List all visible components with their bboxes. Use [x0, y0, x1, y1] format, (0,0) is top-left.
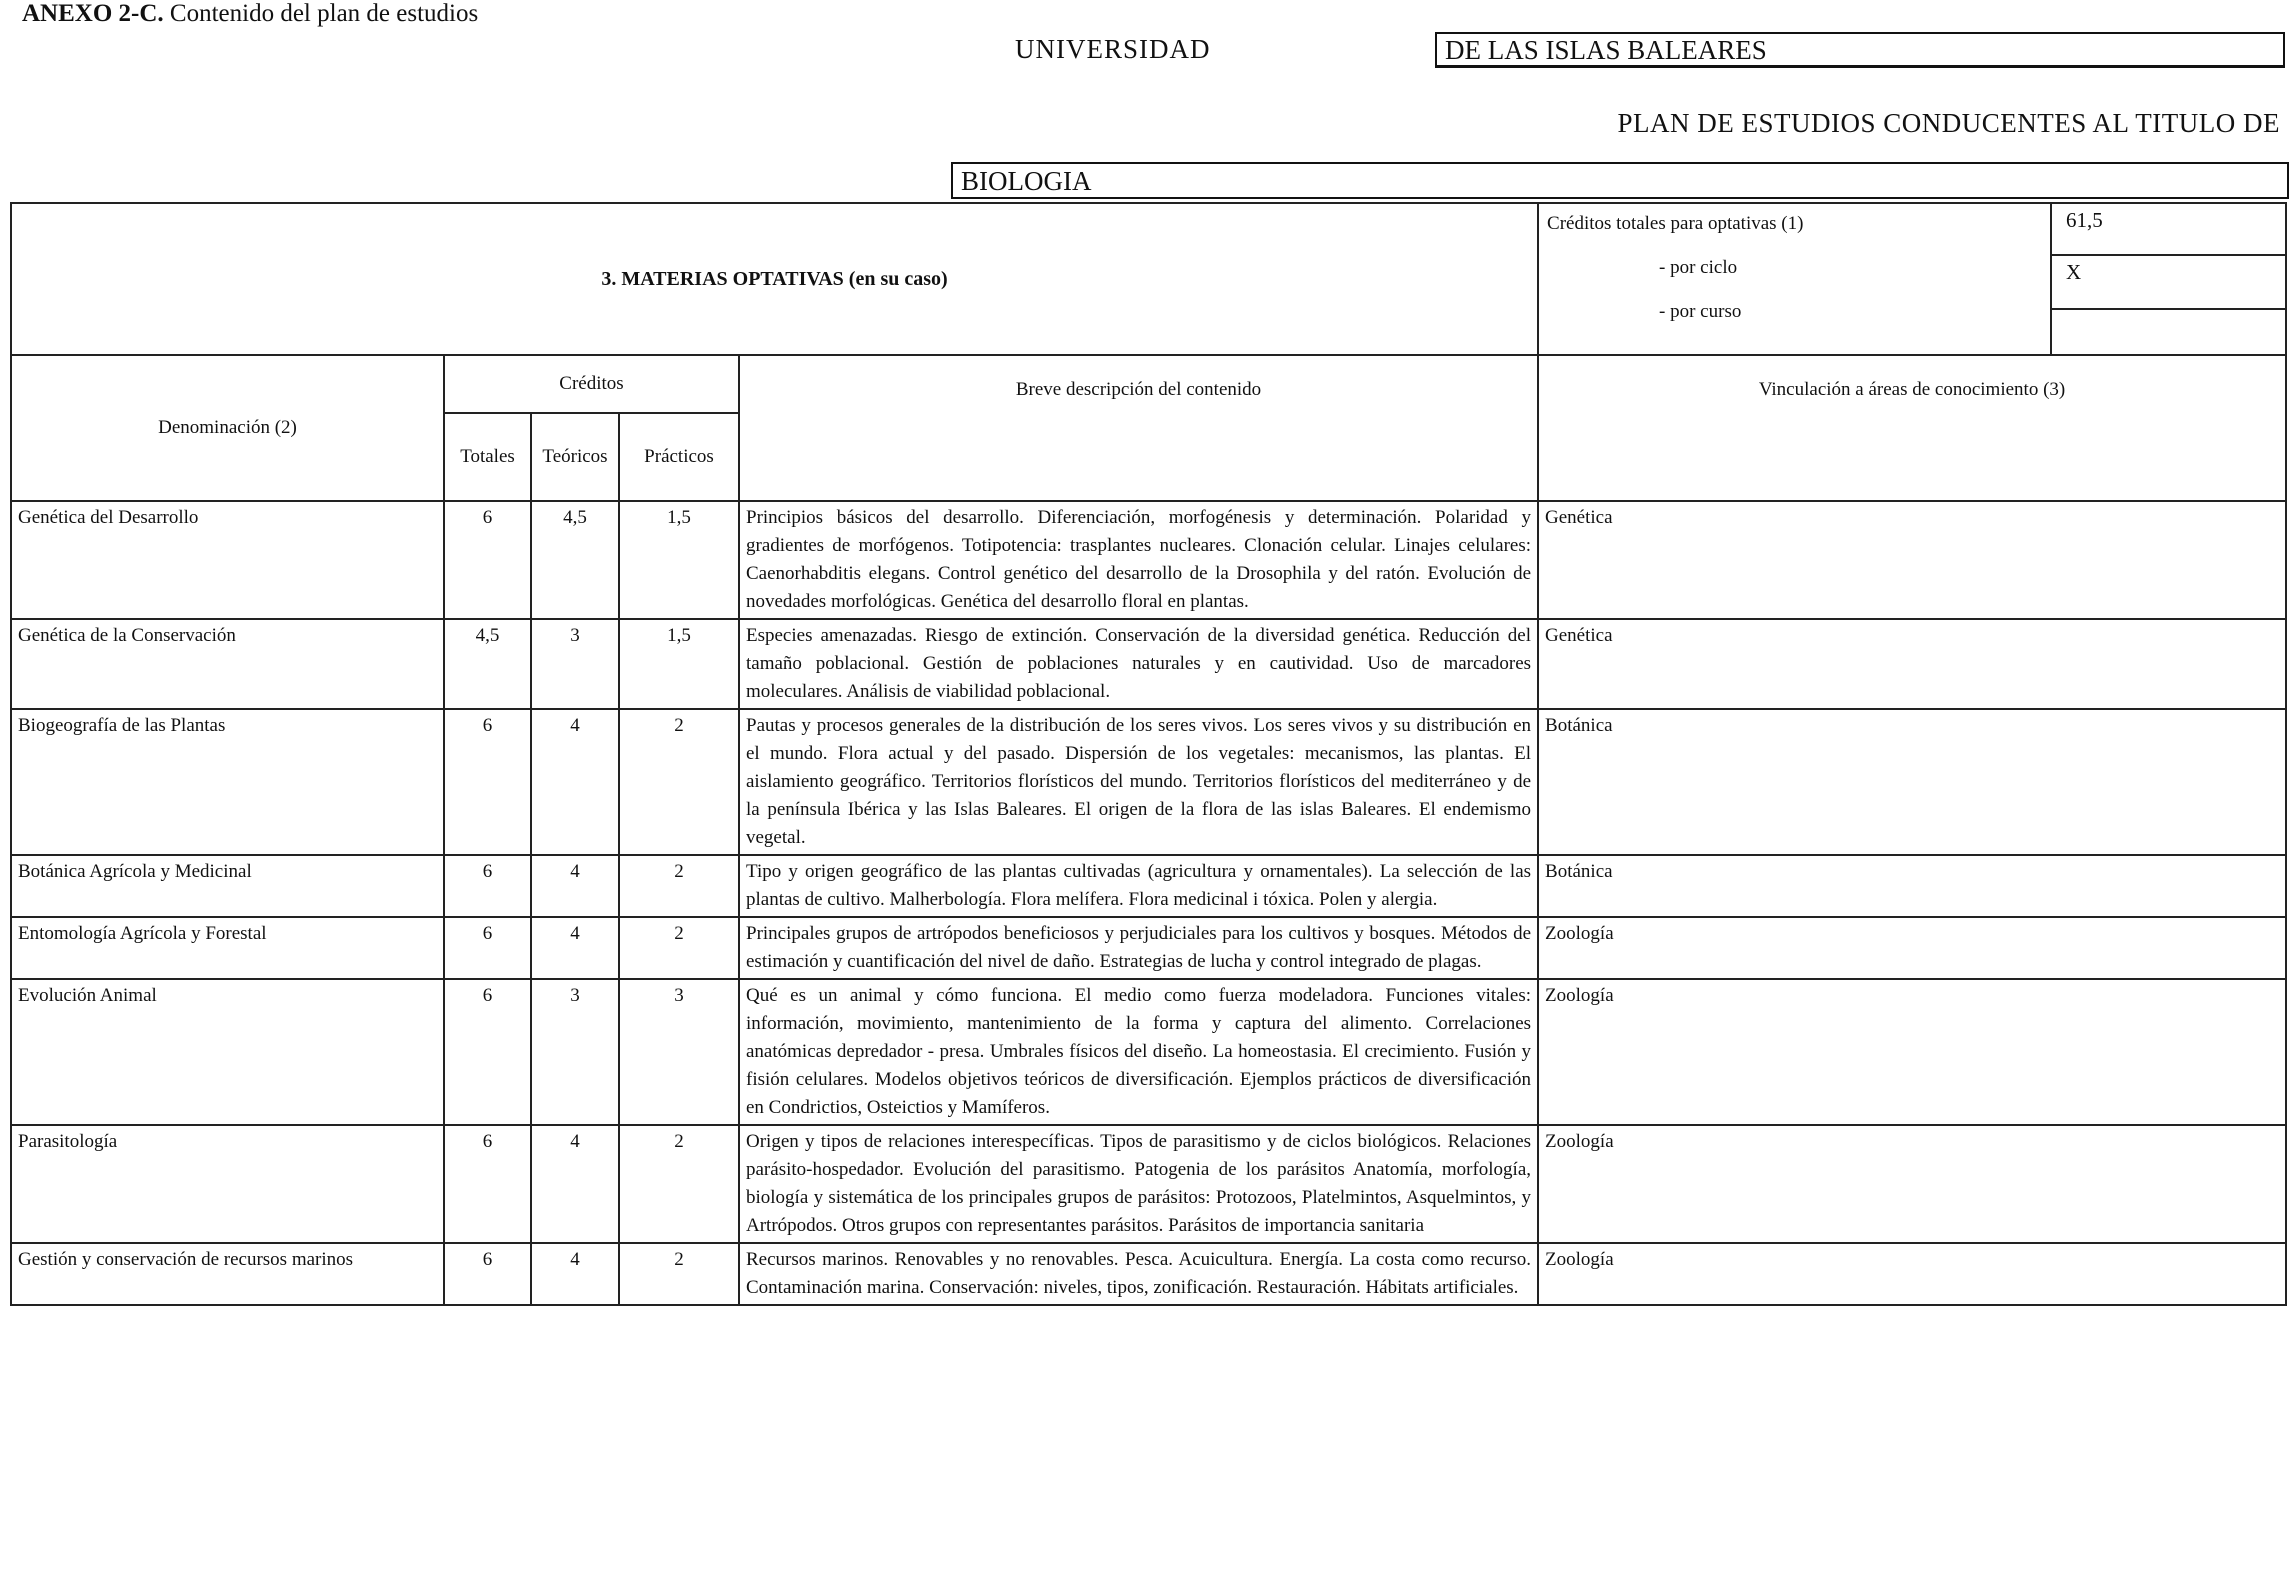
table-row [11, 917, 2286, 979]
credits-total: 4,5 [444, 619, 531, 709]
credits-theory: 3 [531, 979, 619, 1125]
subject-name: Evolución Animal [11, 979, 444, 1125]
table-row [11, 709, 2286, 855]
credits-practice: 2 [619, 1243, 739, 1305]
subject-name: Entomología Agrícola y Forestal [11, 917, 444, 979]
credits-total: 6 [444, 1125, 531, 1243]
credits-total: 6 [444, 917, 531, 979]
col-theory-header: Teóricos [531, 413, 619, 501]
credits-total: 6 [444, 501, 531, 619]
subject-name: Parasitología [11, 1125, 444, 1243]
credits-practice: 1,5 [619, 619, 739, 709]
plan-title: PLAN DE ESTUDIOS CONDUCENTES AL TITULO DE [1617, 108, 2280, 138]
credits-labels [1538, 203, 2051, 355]
annex-label: ANEXO 2-C. [22, 0, 164, 27]
knowledge-area: Zoología [1538, 979, 2286, 1125]
knowledge-area: Botánica [1538, 709, 2286, 855]
credits-practice: 1,5 [619, 501, 739, 619]
knowledge-area: Zoología [1538, 1125, 2286, 1243]
credits-total: 6 [444, 855, 531, 917]
credits-practice: 2 [619, 709, 739, 855]
credits-theory: 4 [531, 855, 619, 917]
knowledge-area: Botánica [1538, 855, 2286, 917]
credits-total: 6 [444, 709, 531, 855]
knowledge-area: Zoología [1538, 917, 2286, 979]
section-title: 3. MATERIAS OPTATIVAS (en su caso) [11, 203, 1538, 355]
per-cycle-value: X [2052, 256, 2285, 310]
knowledge-area: Genética [1538, 501, 2286, 619]
subject-description: Pautas y procesos generales de la distribución de los seres vivos. Los seres vivos y su distribución en el mundo. Flora actual y del pasado. Dispersión de los vegetales: mecanismos, las plantas. El aislamiento geográfico. Territorios florísticos del mundo. Territorios florísticos del mediterráneo y de la península Ibérica y las Islas Baleares. El origen de la flora de las islas Baleares. El endemismo vegetal. [739, 709, 1538, 855]
per-cycle-label: - por ciclo [1659, 257, 1738, 278]
col-name-header: Denominación (2) [11, 355, 444, 501]
credits-theory: 3 [531, 619, 619, 709]
subject-name: Botánica Agrícola y Medicinal [11, 855, 444, 917]
credits-theory: 4 [531, 1125, 619, 1243]
table-row [11, 855, 2286, 917]
table-row [11, 501, 2286, 619]
subject-description: Especies amenazadas. Riesgo de extinción. Conservación de la diversidad genética. Reducción del tamaño poblacional. Gestión de poblaciones naturales y en cautividad. Uso de marcadores moleculares. Análisis de viabilidad poblacional. [739, 619, 1538, 709]
credits-total-label: Créditos totales para optativas (1) [1547, 213, 1804, 234]
subject-description: Principios básicos del desarrollo. Diferenciación, morfogénesis y determinación. Polaridad y gradientes de morfógenos. Totipotencia: trasplantes nucleares. Clonación celular. Linajes celulares: Caenorhabditis elegans. Control genético del desarrollo de la Drosophila y del ratón. Evolución de novedades morfológicas. Genética del desarrollo floral en plantas. [739, 501, 1538, 619]
credits-practice: 2 [619, 917, 739, 979]
subject-description: Origen y tipos de relaciones interespecíficas. Tipos de parasitismo y de ciclos biológicos. Relaciones parásito-hospedador. Evolución del parasitismo. Patogenia de los parásitos Anatomía, morfología, biología y sistemática de los principales grupos de parásitos: Protozoos, Platelmintos, Asquelmintos, y Artrópodos. Otros grupos con representantes parásitos. Parásitos de importancia sanitaria [739, 1125, 1538, 1243]
credits-theory: 4 [531, 1243, 619, 1305]
annex-subtitle: Contenido del plan de estudios [163, 0, 479, 27]
table-row [11, 619, 2286, 709]
subject-description: Recursos marinos. Renovables y no renovables. Pesca. Acuicultura. Energía. La costa como recurso. Contaminación marina. Conservación: niveles, tipos, zonificación. Restauración. Hábitats artificiales. [739, 1243, 1538, 1305]
knowledge-area: Genética [1538, 619, 2286, 709]
col-credits-header: Créditos [444, 355, 739, 413]
table-row [11, 1125, 2286, 1243]
subject-name: Genética de la Conservación [11, 619, 444, 709]
university-name: DE LAS ISLAS BALEARES [1435, 32, 2285, 68]
degree-name: BIOLOGIA [951, 162, 2289, 199]
subject-description: Tipo y origen geográfico de las plantas cultivadas (agricultura y ornamentales). La selección de las plantas de cultivo. Malherbología. Flora melífera. Flora medicinal i tóxica. Polen y alergia. [739, 855, 1538, 917]
credits-theory: 4 [531, 709, 619, 855]
per-course-value [2052, 310, 2285, 354]
subject-rows [11, 501, 2286, 1305]
credits-values [2051, 203, 2286, 355]
col-totals-header: Totales [444, 413, 531, 501]
subject-name: Genética del Desarrollo [11, 501, 444, 619]
credits-theory: 4 [531, 917, 619, 979]
table-row [11, 1243, 2286, 1305]
subject-description: Qué es un animal y cómo funciona. El medio como fuerza modeladora. Funciones vitales: información, movimiento, mantenimiento de la forma y captura del alimento. Correlaciones anatómicas depredador - presa. Umbrales físicos del diseño. La homeostasia. El crecimiento. Fusión y fisión celulares. Modelos objetivos teóricos de diversificación. Ejemplos prácticos de diversificación en Condrictios, Osteictios y Mamíferos. [739, 979, 1538, 1125]
credits-total: 6 [444, 1243, 531, 1305]
university-label: UNIVERSIDAD [1015, 34, 1211, 64]
optional-subjects-table [10, 202, 2287, 1306]
credits-total-value: 61,5 [2052, 204, 2285, 256]
credits-theory: 4,5 [531, 501, 619, 619]
subject-name: Biogeografía de las Plantas [11, 709, 444, 855]
credits-practice: 2 [619, 855, 739, 917]
col-area-header: Vinculación a áreas de conocimiento (3) [1538, 355, 2286, 501]
per-course-label: - por curso [1659, 301, 1742, 322]
credits-practice: 3 [619, 979, 739, 1125]
col-practice-header: Prácticos [619, 413, 739, 501]
credits-practice: 2 [619, 1125, 739, 1243]
annex-title [22, 0, 478, 28]
knowledge-area: Zoología [1538, 1243, 2286, 1305]
table-row [11, 979, 2286, 1125]
credits-total: 6 [444, 979, 531, 1125]
subject-name: Gestión y conservación de recursos marinos [11, 1243, 444, 1305]
col-description-header: Breve descripción del contenido [739, 355, 1538, 501]
subject-description: Principales grupos de artrópodos beneficiosos y perjudiciales para los cultivos y bosques. Métodos de estimación y cuantificación del nivel de daño. Estrategias de lucha y control integrado de plagas. [739, 917, 1538, 979]
